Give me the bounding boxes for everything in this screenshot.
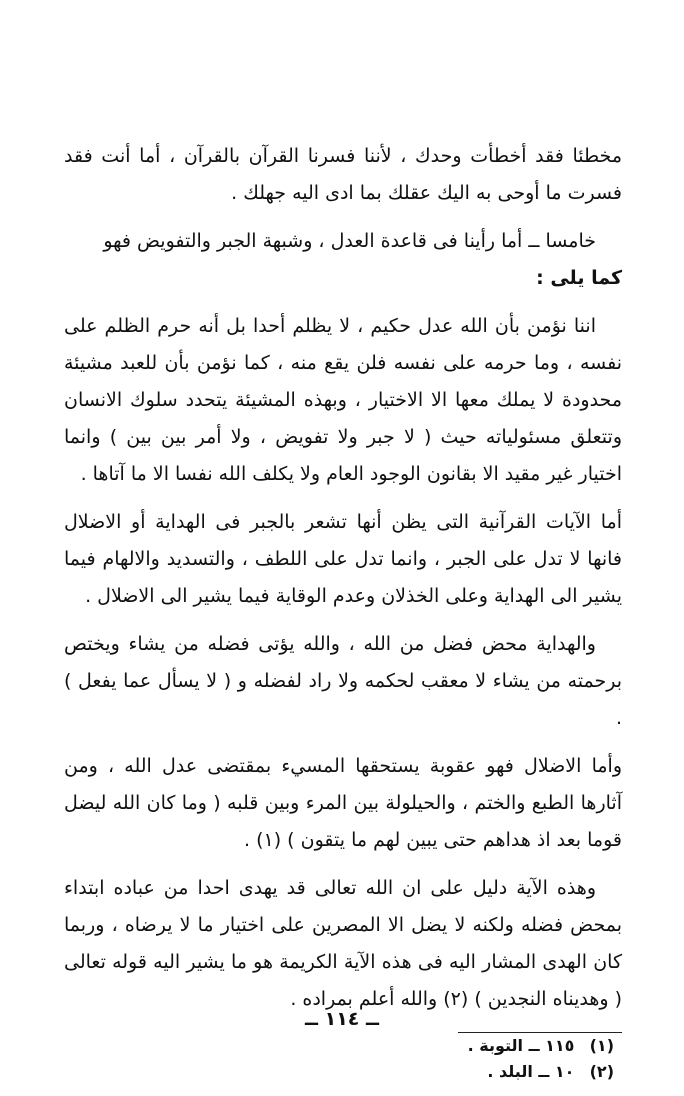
footnote-1-text: ١١٥ ــ التوبة . [467,1036,575,1055]
paragraph-6: وأما الاضلال فهو عقوبة يستحقها المسيء بمقتضى عدل الله ، ومن آثارها الطبع والختم ، والحيلولة بين المرء وبين قلبه ( وما كان الله ليضل قوما بعد اذ هداهم حتى يبين لهم ما يتقون ) (١) . [64,755,622,851]
paragraph-1: مخطئا فقد أخطأت وحدك ، لأننا فسرنا القرآن بالقرآن ، أما أنت فقد فسرت ما أوحى به اليك عقلك بما ادى اليه جهلك . [64,145,622,204]
paragraph-4: أما الآيات القرآنية التى يظن أنها تشعر بالجبر فى الهداية أو الاضلال فانها لا تدل على الجبر ، وانما تدل على اللطف ، والتسديد والالهام فيما يشير الى الهداية وعلى الخذلان وعدم الوقاية فيما يشير الى الاضلال . [64,511,622,607]
footnote-2-number: (٢) [589,1062,614,1081]
page-number: ــ ١١٤ ــ [304,1008,379,1030]
paragraph-2-continuation: كما يلى : [536,267,622,289]
paragraph-5: والهداية محض فضل من الله ، والله يؤتى فضله من يشاء ويختص برحمته من يشاء لا معقب لحكمه ولا راد لفضله و ( لا يسأل عما يفعل ) . [64,633,622,729]
footnote-2 [64,1059,622,1085]
footnote-1 [64,1033,622,1059]
paragraph-7: وهذه الآية دليل على ان الله تعالى قد يهدى احدا من عباده ابتداء بمحض فضله ولكنه لا يضل الا المصرين على اختيار ما لا يرضاه ، وربما كان الهدى المشار اليه فى هذه الآية الكريمة هو ما يشير اليه قوله تعالى ( وهديناه النجدين ) (٢) والله أعلم بمراده . [64,877,622,1010]
footnote-1-number: (١) [589,1036,614,1055]
body-text [64,138,622,1018]
paragraph-2: خامسا ــ أما رأينا فى قاعدة العدل ، وشبهة الجبر والتفويض فهو [103,230,596,252]
paragraph-3: اننا نؤمن بأن الله عدل حكيم ، لا يظلم أحدا بل أنه حرم الظلم على نفسه ، وما حرمه على نفسه فلن يقع منه ، كما نؤمن بأن للعبد مشيئة محدودة لا يملك معها الا الاختيار ، وبهذه المشيئة يتحدد سلوك الانسان وتتعلق مسئولياته حيث ( لا جبر ولا تفويض ، ولا أمر بين بين ) وانما اختيار غير مقيد الا بقانون الوجود العام ولا يكلف الله نفسا الا ما آتاها . [64,315,622,485]
footnote-2-text: ١٠ ــ البلد . [487,1062,575,1081]
